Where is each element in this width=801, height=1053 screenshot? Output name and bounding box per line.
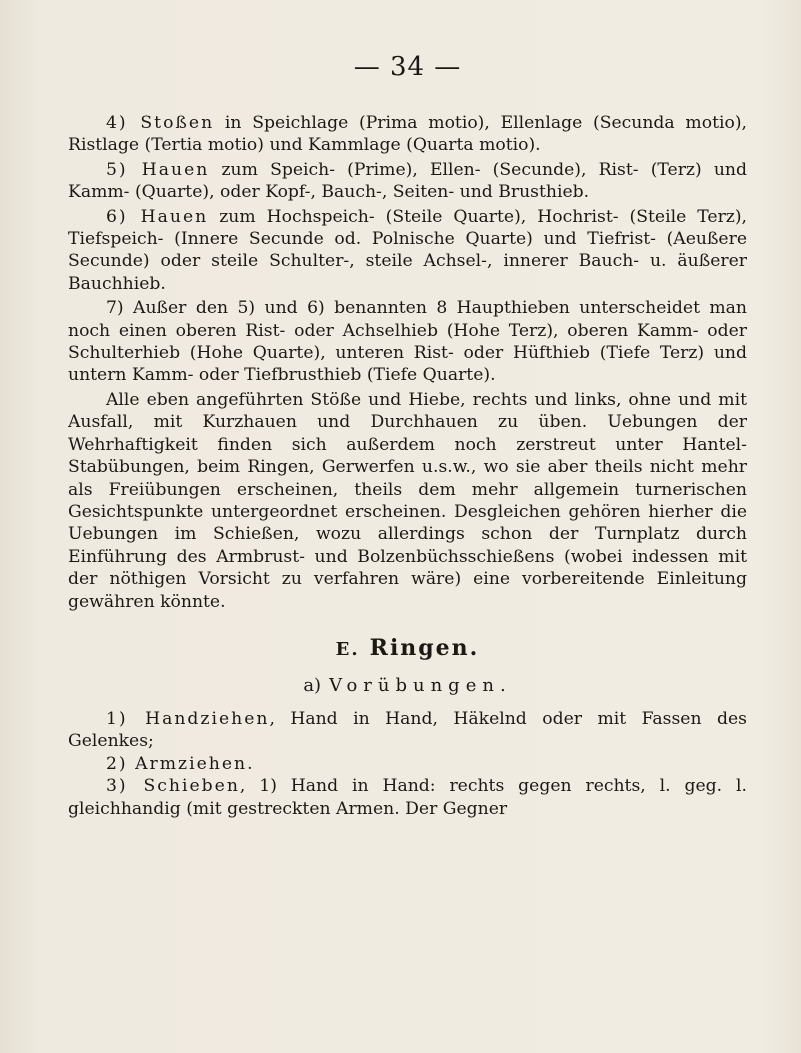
page-number: — 34 — bbox=[353, 52, 462, 82]
paragraph-text: Alle eben angeführten Stöße und Hiebe, rechts und links, ohne und mit Ausfall, mit Kurzhauen und Durchhauen zu üben. Uebungen der Wehrhaftigkeit finden sich außerdem noch zerstreut unter Hantel- Stabübungen, beim Ringen, Gerwerfen u.s.w., wo sie aber theils nicht mehr als Freiübungen erscheinen, theils dem mehr allgemein turnerischen Gesichtspunkte untergeordnet erscheinen. Desgleichen gehören hierher die Uebungen im Schießen, wozu allerdings schon der Turnplatz durch Einführung des Armbrust- und Bolzenbüchsschießens (wobei indessen mit der nöthigen Vorsicht zu verfahren wäre) eine vorbereitende Einleitung gewähren könnte. bbox=[68, 389, 747, 612]
item-text: , 1) Hand in Hand: rechts gegen rechts, l. geg. l. gleichhandig (mit gestreckten Armen. Der Gegner bbox=[68, 776, 747, 819]
list-item bbox=[68, 708, 747, 753]
subsection-title: Vorübungen. bbox=[329, 674, 512, 696]
paragraph-lead: 4) Stoßen bbox=[106, 113, 215, 133]
paragraph-text: in Speichlage (Prima motio), Ellenlage (Secunda motio), Ristlage (Tertia motio) und Kammlage (Quarta motio). bbox=[68, 113, 747, 156]
paragraph-stossen bbox=[68, 112, 747, 157]
subsection-heading bbox=[68, 675, 747, 696]
paragraph-text: zum Hochspeich- (Steile Quarte), Hochrist- (Steile Terz), Tiefspeich- (Innere Secunde od. Polnische Quarte) und Tiefrist- (Aeußere Secunde) oder steile Schulter-, steile Achsel-, innerer Bauch- u. äußerer Bauchhieb. bbox=[68, 206, 748, 294]
section-title: Ringen. bbox=[369, 634, 480, 661]
paragraph-lead: 6) Hauen bbox=[106, 206, 209, 227]
paragraph-text: zum Speich- (Prime), Ellen- (Secunde), Rist- (Terz) und Kamm- (Quarte), oder Kopf-, Bauch-, Seiten- und Brusthieb. bbox=[68, 159, 747, 203]
paragraph-haupthiebe bbox=[68, 297, 747, 387]
section-heading bbox=[68, 635, 747, 661]
section-letter: E. bbox=[335, 638, 360, 660]
list-item bbox=[68, 753, 747, 775]
paragraph-hauen-2 bbox=[68, 206, 747, 296]
item-lead: 1) Handziehen bbox=[106, 708, 270, 729]
paragraph-uebungen bbox=[68, 389, 747, 613]
paragraph-hauen-1 bbox=[68, 159, 747, 204]
paragraph-lead: 5) Hauen bbox=[106, 159, 210, 180]
item-lead: 3) Schieben bbox=[106, 776, 240, 797]
subsection-letter: a) bbox=[303, 674, 322, 696]
item-lead: 2) Armziehen bbox=[106, 753, 248, 774]
item-text: . bbox=[247, 753, 253, 774]
list-item bbox=[68, 775, 747, 820]
paragraph-text: 7) Außer den 5) und 6) benannten 8 Haupthieben unterscheidet man noch einen oberen Rist- oder Achselhieb (Hohe Terz), oberen Kamm- oder Schulterhieb (Hohe Quarte), unteren Rist- oder Hüfthieb (Tiefe Terz) und untern Kamm- oder Tiefbrusthieb (Tiefe Quarte). bbox=[68, 298, 747, 386]
item-text: , Hand in Hand, Häkelnd oder mit Fassen des Gelenkes; bbox=[68, 708, 747, 752]
